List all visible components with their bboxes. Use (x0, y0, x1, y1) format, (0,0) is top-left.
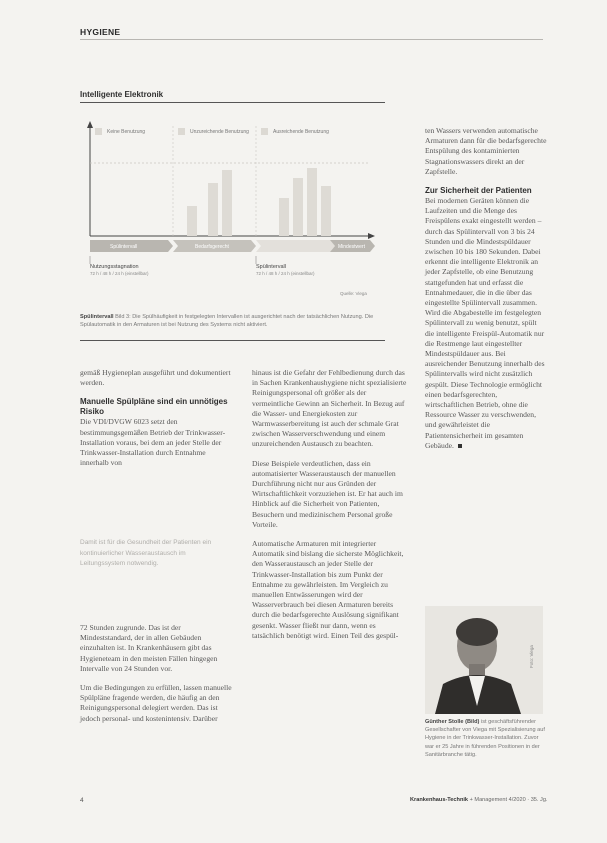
col2-paragraph-1: hinaus ist die Gefahr der Fehlbedienung durch das in Sachen Krankenhaushygiene nicht spezialisierte Reinigungspersonal oft größer als der vermeintliche Gewinn an Sicherheit. In Bezug auf die Wasser- und Energiekosten zur Warmwasserbereitung ist auch der schmale Grat zwischen Wasserverschwendung und einem unzureichenden Austausch zu beachten. (252, 368, 407, 449)
magazine-name: Krankenhaus-Technik (410, 797, 469, 803)
col1-paragraph-2: Die VDI/DVGW 6023 setzt den bestimmungsgemäßen Betrieb der Trinkwasser-Installation voraus, bei dem an jeder Stelle der Trinkwasser-Installation durch Entnahme innerhalb von (80, 417, 226, 468)
column-2 (252, 368, 407, 650)
col1-paragraph-4: Um die Bedingungen zu erfüllen, lassen manuelle Spülpläne fragende werden, die häufig an den Reinigungspersonal delegiert werden. Das ist jedoch personal- und kostenintensiv. Darüber (80, 683, 232, 723)
bar (222, 170, 232, 236)
band-label-4: Mindestwert (338, 244, 365, 250)
legend-swatch-3 (261, 128, 268, 135)
col1-paragraph-1: gemäß Hygieneplan ausgeführt und dokumentiert werden. (80, 368, 231, 388)
col1-heading: Manuelle Spülpläne sind ein unnötiges Risiko (80, 397, 228, 417)
legend-swatch-1 (95, 128, 102, 135)
page-number: 4 (80, 797, 84, 804)
col2-paragraph-3: Automatische Armaturen mit integrierter Automatik sind bislang die sicherste Möglichkeit, den Wasseraustausch an jeder Stelle der Trinkwasser-Installation bis zum Punkt der Entnahme zu gewährleisten. Im Vergleich zu manuellen Entwässerungen wird der Wasserverbrauch bei diesen Armaturen bereits durch die bedarfsgerechte Auslösung signifikant gesenkt. Wasser fließt nur dann, wenn es tatsächlich benötigt wird. Einen Teil des gespül- (252, 539, 404, 640)
col2-paragraph-2: Diese Beispiele verdeutlichen, dass ein automatisierter Wasseraustausch der manuellen Durchführung nicht nur aus Gründen der Wirtschaftlichkeit vorzuziehen ist. Er hat auch im Hinblick auf die Sicherheit von Patienten, Besuchern und medizinischem Personal große Vorteile. (252, 458, 403, 529)
figure-title-rule (80, 102, 385, 103)
col3-heading: Zur Sicherheit der Patienten (425, 186, 532, 196)
figure-caption-text: Bild 3: Die Spülhäufigkeit in festgelegten Intervallen ist ausgerichtet nach der tatsächlichen Nutzung. Die Spülautomatik in den Armaturen ist bei Nutzung des Systems nicht aktiviert. (80, 314, 374, 329)
col3-paragraph-2 (425, 196, 547, 451)
legend-label-1: Keine Benutzung (107, 129, 146, 135)
figure-caption-lead: Spülintervall (80, 314, 114, 320)
section-tag: HYGIENE (80, 27, 121, 37)
left-phase-label: Nutzungsstagnation (90, 264, 139, 270)
author-bio (425, 718, 547, 759)
pull-quote: Damit ist für die Gesundheit der Patienten ein kontinuierlicher Wasseraustausch im Leitungssystem notwendig. (80, 539, 212, 567)
author-name: Günther Stolle (Bild) (425, 719, 480, 725)
caption-rule (80, 340, 385, 341)
photo-credit: Foto: Viega (529, 645, 534, 668)
author-bio-text: ist geschäftsführender Gesellschafter von Viega mit Spezialisierung auf Hygiene in der Trinkwasser-Installation. Zuvor war er 25 Jahre in führenden Positionen in der Sanitärbranche tätig. (425, 719, 545, 758)
right-phase-sublabel: 72 h / 48 h / 24 h (einstellbar) (256, 271, 315, 276)
bar (307, 168, 317, 236)
figure-caption (80, 313, 390, 329)
band-label-1: Spülintervall (110, 244, 138, 250)
column-1-bottom (80, 623, 232, 733)
band-label-2: Bedarfsgerecht (195, 244, 229, 250)
left-phase-sublabel: 72 h / 48 h / 24 h (einstellbar) (90, 271, 149, 276)
legend-swatch-2 (178, 128, 185, 135)
bar (279, 198, 289, 236)
magazine-issue: + Management 4/2020 · 35. Jg. (469, 797, 548, 803)
header-divider (80, 39, 543, 40)
figure-source: Quelle: Viega (340, 291, 367, 296)
col3-paragraph-2-text: Bei modernen Geräten können die Laufzeiten und die Menge des Freispülens exakt eingestellt werden – durch das Spülintervall von 3 bis 24 Stunden und die Mindestspüldauer zwischen 10 bis 180 Sekunden. Dabei erkennt die intelligente Elektronik an jeder Zapfstelle, ob eine Benutzung stattgefunden hat und erfasst die Entnahmedauer, die in die über das eingestellte Spülintervall zusammen. Wird die Abgabestelle im festgelegten Spülintervall zu wenig benutzt, spült die intelligente Freispül-Automatik nur die Restmenge laut eingestellter Mindestspüldauer aus. Bei ausreichender Benutzung innerhalb des Spülintervalls wird nicht zusätzlich gespült. Diese Technologie ermöglicht einen bedarfsgerechten, wirtschaftlichen Betrieb, ohne die Ressource Wasser zu verschwenden, und gewährleistet die Patientensicherheit im gesamten Gebäude. (425, 196, 545, 450)
bar (321, 186, 331, 236)
col3-paragraph-1: ten Wassers verwenden automatische Armaturen dann für die bedarfsgerechte Entspülung des kontaminierten Stagnationswassers direkt an der Zapfstelle. (425, 126, 547, 176)
bar (208, 183, 218, 236)
end-of-article-icon (458, 444, 462, 448)
magazine-info (410, 797, 548, 803)
column-3 (425, 126, 547, 460)
bar (293, 178, 303, 236)
author-photo (425, 606, 543, 714)
legend-label-3: Ausreichende Benutzung (273, 129, 329, 135)
column-1-top (80, 368, 232, 477)
right-phase-label: Spülintervall (256, 264, 286, 270)
legend-label-2: Unzureichende Benutzung (190, 129, 249, 135)
figure-title: Intelligente Elektronik (80, 90, 164, 99)
bar (187, 206, 197, 236)
col1-paragraph-3: 72 Stunden zugrunde. Das ist der Mindeststandard, der in allen Gebäuden einzuhalten ist. In Krankenhäusern gibt das Hygieneteam in den meisten Fällen hingegen Intervalle von 24 Stunden vor. (80, 623, 218, 673)
intervall-diagram (80, 118, 385, 298)
